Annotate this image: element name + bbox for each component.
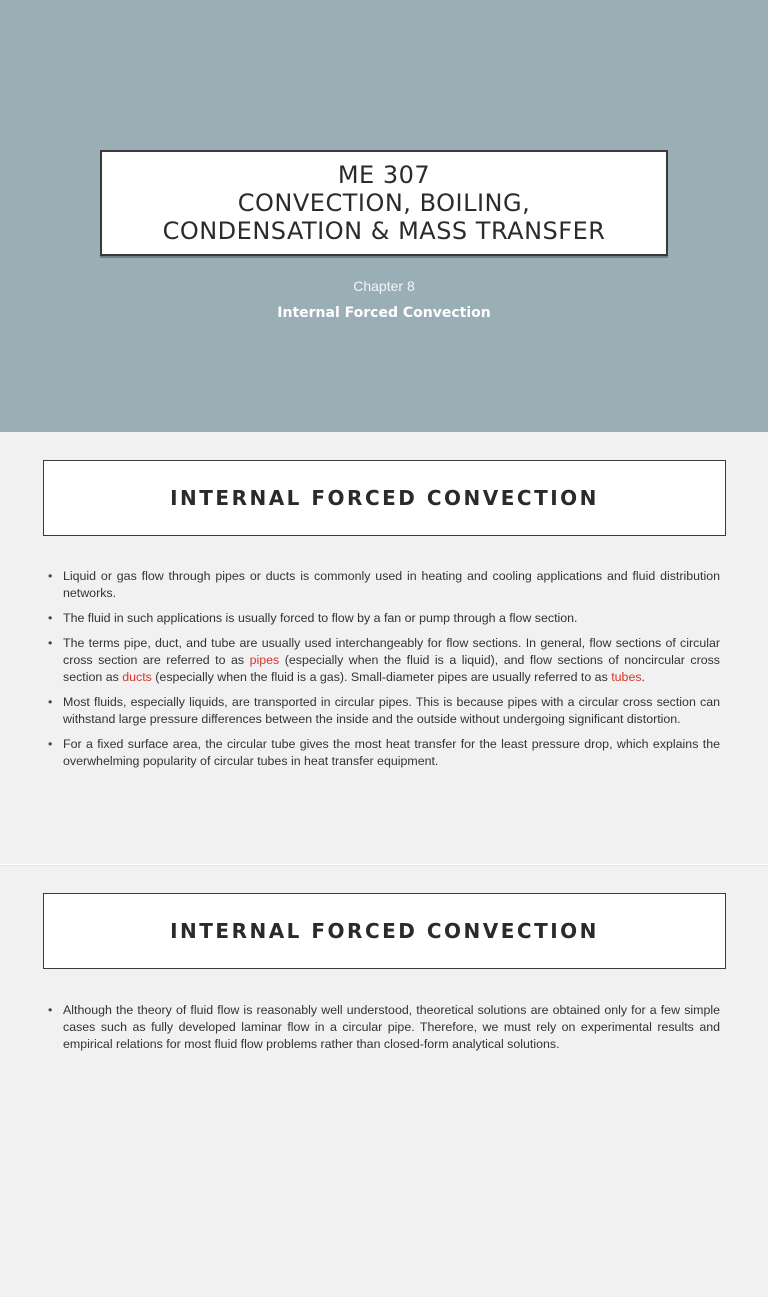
term-ducts: ducts bbox=[122, 670, 152, 684]
bullet-text: . bbox=[641, 670, 645, 684]
bullet-list bbox=[46, 1002, 720, 1061]
chapter-topic: Internal Forced Convection bbox=[277, 305, 491, 321]
content-slide-2 bbox=[0, 865, 768, 1297]
bullet-item bbox=[46, 635, 720, 686]
term-tubes: tubes bbox=[611, 670, 642, 684]
bullet-item: • Most fluids, especially liquids, are transported in circular pipes. This is because pipes with a circular cross section can withstand large pressure differences between the inside and the outside without undergoing significant distortion. bbox=[46, 694, 720, 728]
bullet-item: • Liquid or gas flow through pipes or ducts is commonly used in heating and cooling applications and fluid distribution networks. bbox=[46, 568, 720, 602]
course-title-line-2: CONDENSATION & MASS TRANSFER bbox=[162, 217, 606, 245]
bullet-text: The terms pipe, duct, and tube are usually used interchangeably for flow sections. In general, flow sections of circular cross section are referred to as bbox=[63, 636, 720, 667]
content-slide-1 bbox=[0, 432, 768, 864]
heading-box bbox=[43, 460, 726, 536]
bullet-item: • Although the theory of fluid flow is reasonably well understood, theoretical solutions are obtained only for a few simple cases such as fully developed laminar flow in a circular pipe. Therefore, we must rely on experimental results and empirical relations for most fluid flow problems rather than closed-form analytical solutions. bbox=[46, 1002, 720, 1053]
bullet-text: (especially when the fluid is a liquid), and flow sections of noncircular cross section as bbox=[63, 653, 720, 684]
slide-heading: INTERNAL FORCED CONVECTION bbox=[170, 486, 599, 510]
title-box bbox=[100, 150, 668, 256]
bullet-text: (especially when the fluid is a gas). Small-diameter pipes are usually referred to as bbox=[151, 670, 612, 684]
bullet-item: • For a fixed surface area, the circular tube gives the most heat transfer for the least pressure drop, which explains the overwhelming popularity of circular tubes in heat transfer equipment. bbox=[46, 736, 720, 770]
bullet-list bbox=[46, 568, 720, 778]
term-pipes: pipes bbox=[249, 653, 280, 667]
course-code: ME 307 bbox=[337, 161, 431, 189]
title-slide bbox=[0, 0, 768, 432]
chapter-label: Chapter 8 bbox=[353, 278, 415, 294]
slide-heading: INTERNAL FORCED CONVECTION bbox=[170, 919, 599, 943]
course-title-line-1: CONVECTION, BOILING, bbox=[237, 189, 531, 217]
bullet-item: • The fluid in such applications is usually forced to flow by a fan or pump through a flow section. bbox=[46, 610, 720, 627]
heading-box bbox=[43, 893, 726, 969]
